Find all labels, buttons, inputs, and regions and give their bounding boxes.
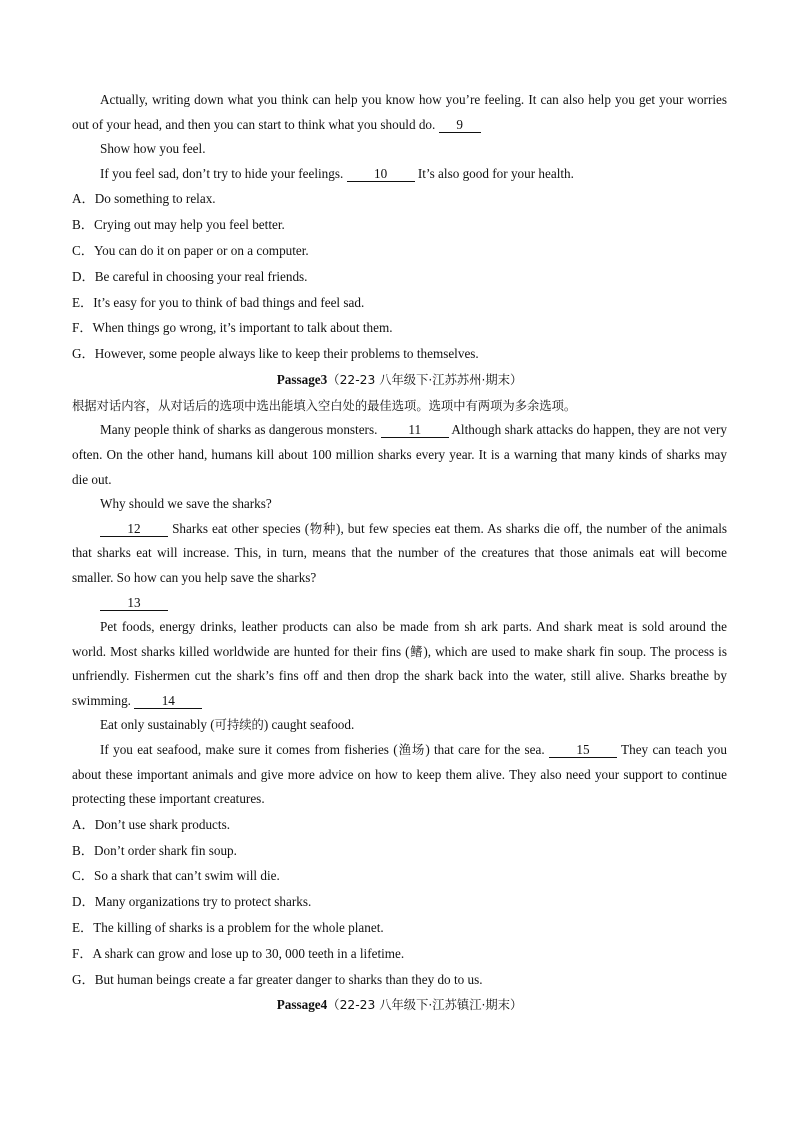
option-item: B．Don’t order shark fin soup. [72, 842, 237, 858]
option-item: A．Do something to relax. [72, 191, 216, 207]
passage2-options [72, 186, 727, 367]
passage3-paragraph-2: 12 Sharks eat other species (物种), but few species eat them. As sharks die off, the number of the animals that sharks eat will increase. This, in turn, means that the number of the creatures that those animals eat will become smaller. So how can you help save the sharks? [72, 520, 727, 585]
option-item: D．Be careful in choosing your real friends. [72, 268, 308, 284]
option-item: G．But human beings create a far greater danger to sharks than they do to us. [72, 971, 483, 987]
passage2-heading-show: Show how you feel. [100, 141, 206, 157]
passage4-heading: Passage4（22-23 八年级下·江苏镇江·期末） [276, 997, 523, 1013]
option-item: D．Many organizations try to protect sharks. [72, 894, 312, 910]
passage3-heading: Passage3（22-23 八年级下·江苏苏州·期末） [276, 371, 523, 387]
option-item: G．However, some people always like to keep their problems to themselves. [72, 346, 479, 362]
passage3-heading-why: Why should we save the sharks? [100, 496, 272, 512]
blank-13: 13 [100, 596, 168, 611]
option-item: C．So a shark that can’t swim will die. [72, 868, 280, 884]
passage3-paragraph-1: Many people think of sharks as dangerous monsters. 11 Although shark attacks do happen, they are not very often. On the other hand, humans kill about 100 million sharks every year. It is a warning that many kinds of sharks may die out. [72, 422, 727, 487]
passage3-blank-13-line [72, 591, 727, 616]
passage2-paragraph-2: If you feel sad, don’t try to hide your feelings. 10 It’s also good for your health. [100, 165, 574, 181]
option-item: C．You can do it on paper or on a computer. [72, 242, 309, 258]
blank-12: 12 [100, 522, 168, 537]
passage2-paragraph-1: Actually, writing down what you think can help you know how you’re feeling. It can also help you get your worries out of your head, and then you can start to think what you should do. 9 [72, 92, 727, 132]
blank-15: 15 [549, 743, 617, 758]
option-item: F．A shark can grow and lose up to 30, 000 teeth in a lifetime. [72, 945, 405, 961]
option-item: E．The killing of sharks is a problem for the whole planet. [72, 920, 384, 936]
passage3-paragraph-4: If you eat seafood, make sure it comes from fisheries (渔场) that care for the sea. 15 They can teach you about these important animals and give more advice on how to keep them alive. They also need your support to continue protecting these important creatures. [72, 742, 727, 807]
option-item: B．Crying out may help you feel better. [72, 217, 285, 233]
blank-11: 11 [381, 423, 449, 438]
blank-9: 9 [439, 118, 481, 133]
passage3-paragraph-3: Pet foods, energy drinks, leather products can also be made from sh ark parts. And shark meat is sold around the world. Most sharks killed worldwide are hunted for their fins (鳍), which are used to make shark fin soup. The process is unfriendly. Fishermen cut the shark’s fins off and then drop the shark back into the water, still alive. Sharks breathe by swimming. 14 [72, 619, 727, 708]
option-item: F．When things go wrong, it’s important to talk about them. [72, 320, 393, 336]
option-item: E．It’s easy for you to think of bad things and feel sad. [72, 294, 365, 310]
blank-14: 14 [134, 694, 202, 709]
blank-10: 10 [347, 167, 415, 182]
passage3-heading-eat: Eat only sustainably (可持续的) caught seafood. [100, 717, 355, 733]
passage3-options [72, 812, 727, 993]
document-page [72, 88, 727, 1019]
option-item: A．Don’t use shark products. [72, 816, 230, 832]
passage3-instruction: 根据对话内容，从对话后的选项中选出能填入空白处的最佳选项。选项中有两项为多余选项。 [72, 398, 577, 413]
